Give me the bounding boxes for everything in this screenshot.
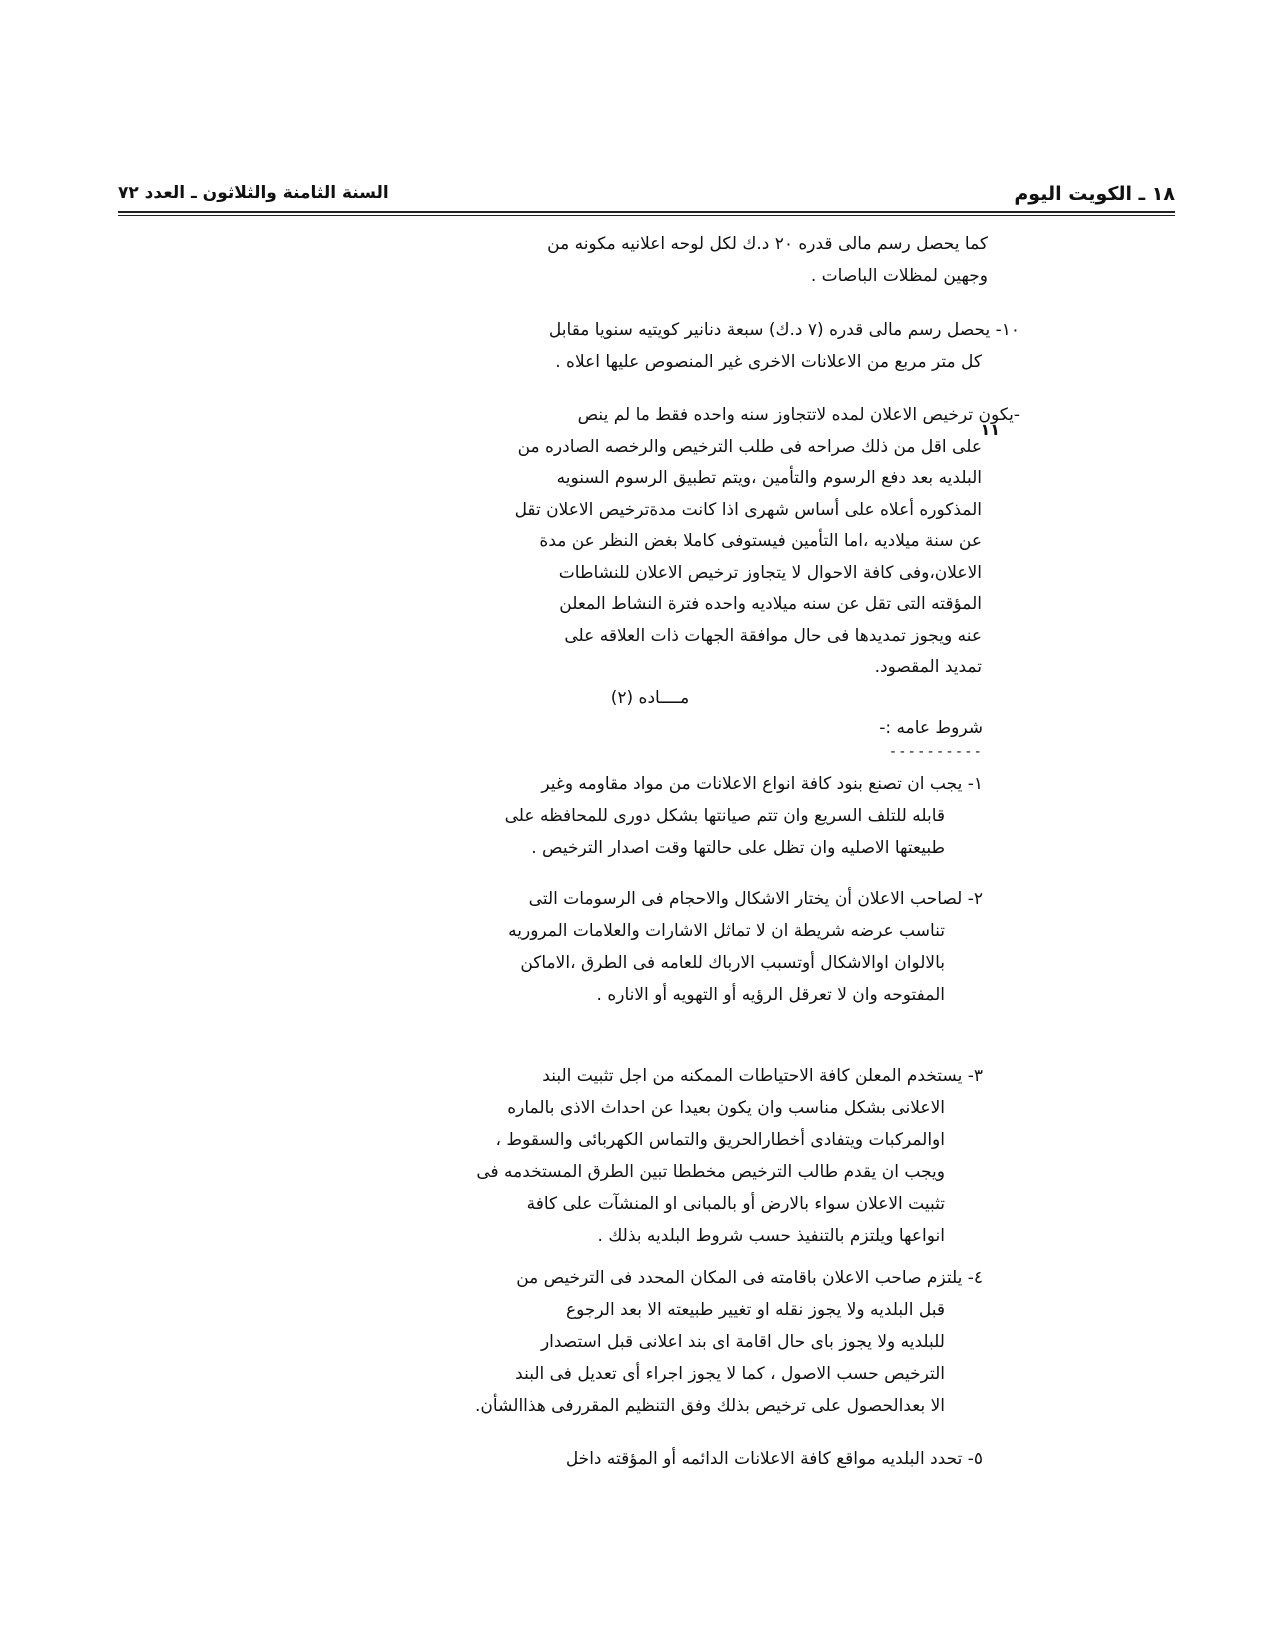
text-line: ٢- لصاحب الاعلان أن يختار الاشكال والاحجام فى الرسومات التى <box>528 889 983 909</box>
text-line: كل متر مربع من الاعلانات الاخرى غير المنصوص عليها اعلاه . <box>555 352 982 372</box>
text-line: طبيعتها الاصليه وان تظل على حالتها وقت اصدار الترخيص . <box>531 838 945 858</box>
text-line: ١٠- يحصل رسم مالى قدره (٧ د.ك) سبعة دنانير كويتيه سنويا مقابل <box>548 320 1020 340</box>
item-11-number: ١١ <box>980 420 1000 439</box>
section-heading: شروط عامه :- <box>879 718 983 738</box>
text-line: قابله للتلف السريع وان تتم صيانتها بشكل دورى للمحافظه على <box>504 806 945 826</box>
article-heading: مــــاده (٢) <box>610 688 690 708</box>
text-line: ٥- تحدد البلديه مواقع كافة الاعلانات الدائمه أو المؤقته داخل <box>565 1449 983 1469</box>
text-line: المفتوحه وان لا تعرقل الرؤيه أو التهويه أو الاناره . <box>596 985 945 1005</box>
text-line: البلديه بعد دفع الرسوم والتأمين ،ويتم تطبيق الرسوم السنويه <box>556 468 982 488</box>
text-line: عنه ويجوز تمديدها فى حال موافقة الجهات ذات العلاقه على <box>564 625 982 646</box>
text-line: الاعلان،وفى كافة الاحوال لا يتجاوز ترخيص الاعلان للنشاطات <box>558 562 982 583</box>
text-line: تناسب عرضه شريطة ان لا تماثل الاشارات والعلامات المروريه <box>508 921 945 941</box>
text-line: تمديد المقصود. <box>874 657 982 677</box>
paragraph-bus-shelter-fee <box>228 228 988 292</box>
issue-info: السنة الثامنة والثلاثون ـ العدد ٧٢ <box>118 183 389 203</box>
text-line: كما يحصل رسم مالى قدره ٢٠ د.ك لكل لوحه اعلانيه مكونه من <box>547 234 988 254</box>
text-line: للبلديه ولا يجوز باى حال اقامة اى بند اعلانى قبل استصدار <box>540 1332 945 1352</box>
page-number-and-publication: ١٨ ـ الكويت اليوم <box>1014 183 1175 205</box>
condition-4 <box>243 1262 983 1422</box>
text-line: ١- يجب ان تصنع بنود كافة انواع الاعلانات من مواد مقاومه وغير <box>541 774 983 794</box>
text-line: ٣- يستخدم المعلن كافة الاحتياطات الممكنه من اجل تثبيت البند <box>542 1066 983 1086</box>
header-rule-thick <box>118 211 1175 213</box>
text-line: على اقل من ذلك صراحه فى طلب الترخيص والرخصه الصادره من <box>517 436 982 457</box>
condition-1 <box>243 768 983 864</box>
item-10 <box>250 314 1020 378</box>
condition-2 <box>243 883 983 1011</box>
text-line: المذكوره أعلاه على أساس شهرى اذا كانت مدةترخيص الاعلان تقل <box>514 499 982 520</box>
text-line: اوالمركبات ويتفادى أخطارالحريق والتماس الكهربائى والسقوط ، <box>495 1130 945 1150</box>
condition-3 <box>243 1060 983 1252</box>
text-line: ويجب ان يقدم طالب الترخيص مخططا تبين الطرق المستخدمه فى <box>476 1162 945 1182</box>
text-line: بالالوان اوالاشكال أوتسبب الارباك للعامه فى الطرق ،الاماكن <box>520 953 945 973</box>
section-underline: ---------- <box>888 744 983 760</box>
text-line: تثبيت الاعلان سواء بالارض أو بالمبانى او المنشآت على كافة <box>526 1194 945 1214</box>
text-line: الترخيص حسب الاصول ، كما لا يجوز اجراء أى تعديل فى البند <box>515 1364 945 1384</box>
text-line: وجهين لمظلات الباصات . <box>810 266 988 286</box>
text-line: -يكون ترخيص الاعلان لمده لاتتجاوز سنه واحده فقط ما لم ينص <box>577 405 1020 425</box>
text-line: ٤- يلتزم صاحب الاعلان باقامته فى المكان المحدد فى الترخيص من <box>516 1268 983 1288</box>
header-rule-thin <box>118 215 1175 216</box>
text-line: قبل البلديه ولا يجوز نقله او تغيير طبيعته الا بعد الرجوع <box>565 1300 945 1320</box>
text-line: المؤقته التى تقل عن سنه ميلاديه واحده فترة النشاط المعلن <box>559 594 982 614</box>
text-line: الاعلانى بشكل مناسب وان يكون بعيدا عن احداث الاذى بالماره <box>507 1098 945 1118</box>
text-line: انواعها ويلتزم بالتنفيذ حسب شروط البلديه بذلك . <box>597 1226 945 1246</box>
condition-5 <box>243 1443 983 1475</box>
text-line: الا بعدالحصول على ترخيص بذلك وفق التنظيم المقررفى هذاالشأن. <box>475 1396 945 1416</box>
text-line: عن سنة ميلاديه ،اما التأمين فيستوفى كاملا بغض النظر عن مدة <box>539 531 982 551</box>
item-11 <box>250 400 1020 684</box>
